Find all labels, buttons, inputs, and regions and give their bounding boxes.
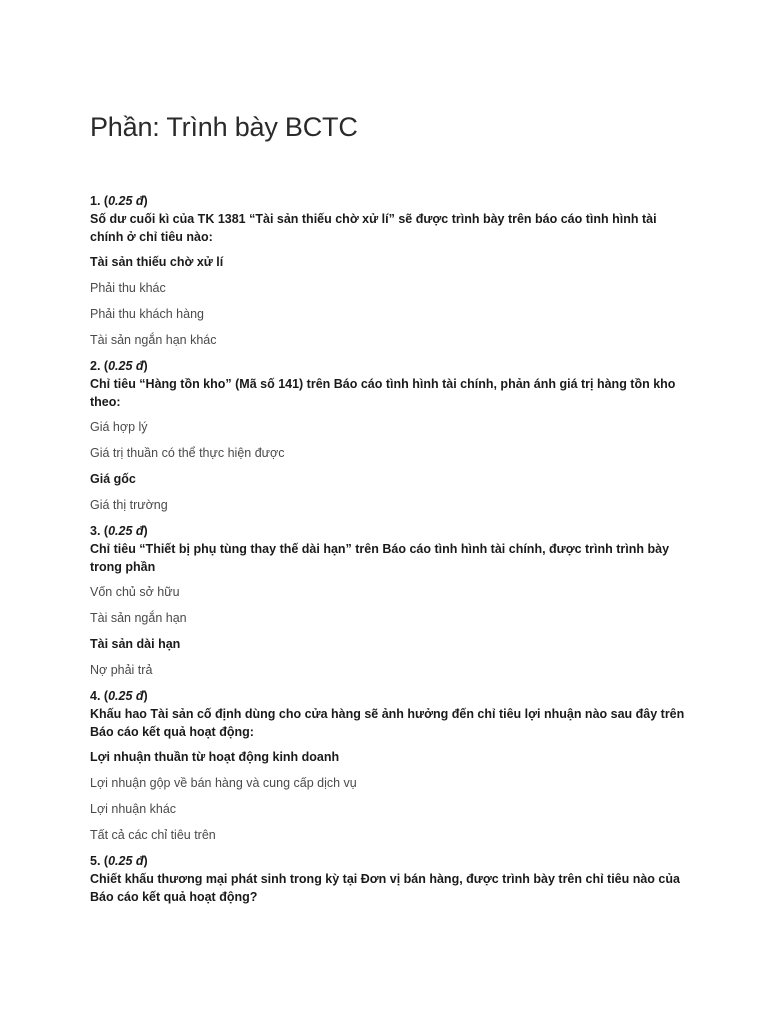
question-3	[90, 523, 690, 679]
answer-option[interactable]: Tài sản ngắn hạn	[90, 611, 187, 625]
question-points: 0.25 đ	[108, 524, 144, 538]
answer-option[interactable]: Vốn chủ sở hữu	[90, 585, 180, 599]
question-number: 1.	[90, 194, 101, 208]
question-number: 4.	[90, 689, 101, 703]
answer-option[interactable]: Giá trị thuần có thể thực hiện được	[90, 446, 285, 460]
question-5	[90, 853, 690, 906]
question-text: Chỉ tiêu “Thiết bị phụ tùng thay thế dài hạn” trên Báo cáo tình hình tài chính, được trình trình bày trong phần	[90, 542, 670, 574]
question-header: 5. (0.25 đ)	[90, 854, 148, 868]
question-list	[90, 193, 690, 915]
answer-option[interactable]: Tất cả các chỉ tiêu trên	[90, 828, 216, 842]
question-2	[90, 358, 690, 514]
answer-option[interactable]: Giá hợp lý	[90, 420, 148, 434]
question-header: 2. (0.25 đ)	[90, 359, 148, 373]
question-number: 3.	[90, 524, 101, 538]
question-text: Khấu hao Tài sản cố định dùng cho cửa hàng sẽ ảnh hưởng đến chỉ tiêu lợi nhuận nào sau đây trên Báo cáo kết quả hoạt động:	[90, 707, 685, 739]
question-text: Chỉ tiêu “Hàng tồn kho” (Mã số 141) trên Báo cáo tình hình tài chính, phản ánh giá trị hàng tồn kho theo:	[90, 377, 676, 409]
answer-option[interactable]: Lợi nhuận gộp về bán hàng và cung cấp dịch vụ	[90, 776, 357, 790]
question-number: 2.	[90, 359, 101, 373]
answer-option[interactable]: Phải thu khách hàng	[90, 307, 204, 321]
answer-option[interactable]: Nợ phải trả	[90, 663, 153, 677]
answer-option-correct[interactable]: Lợi nhuận thuần từ hoạt động kinh doanh	[90, 750, 340, 764]
question-points: 0.25 đ	[108, 194, 144, 208]
answer-option[interactable]: Giá thị trường	[90, 498, 168, 512]
answer-option[interactable]: Lợi nhuận khác	[90, 802, 177, 816]
question-number: 5.	[90, 854, 101, 868]
question-points: 0.25 đ	[108, 854, 144, 868]
question-points: 0.25 đ	[108, 689, 144, 703]
question-header: 1. (0.25 đ)	[90, 194, 148, 208]
question-text: Chiết khấu thương mại phát sinh trong kỳ tại Đơn vị bán hàng, được trình bày trên chỉ tiêu nào của Báo cáo kết quả hoạt động?	[90, 872, 680, 904]
answer-option-correct[interactable]: Tài sản thiếu chờ xử lí	[90, 255, 224, 269]
question-text: Số dư cuối kì của TK 1381 “Tài sản thiếu chờ xử lí” sẽ được trình bày trên báo cáo tình hình tài chính ở chỉ tiêu nào:	[90, 212, 657, 244]
answer-option[interactable]: Tài sản ngắn hạn khác	[90, 333, 217, 347]
answer-option[interactable]: Phải thu khác	[90, 281, 166, 295]
page-title: Phần: Trình bày BCTC	[90, 112, 358, 142]
question-points: 0.25 đ	[108, 359, 144, 373]
question-4	[90, 688, 690, 844]
answer-option-correct[interactable]: Tài sản dài hạn	[90, 637, 181, 651]
question-1	[90, 193, 690, 349]
question-header: 3. (0.25 đ)	[90, 524, 148, 538]
answer-option-correct[interactable]: Giá gốc	[90, 472, 136, 486]
question-header: 4. (0.25 đ)	[90, 689, 148, 703]
